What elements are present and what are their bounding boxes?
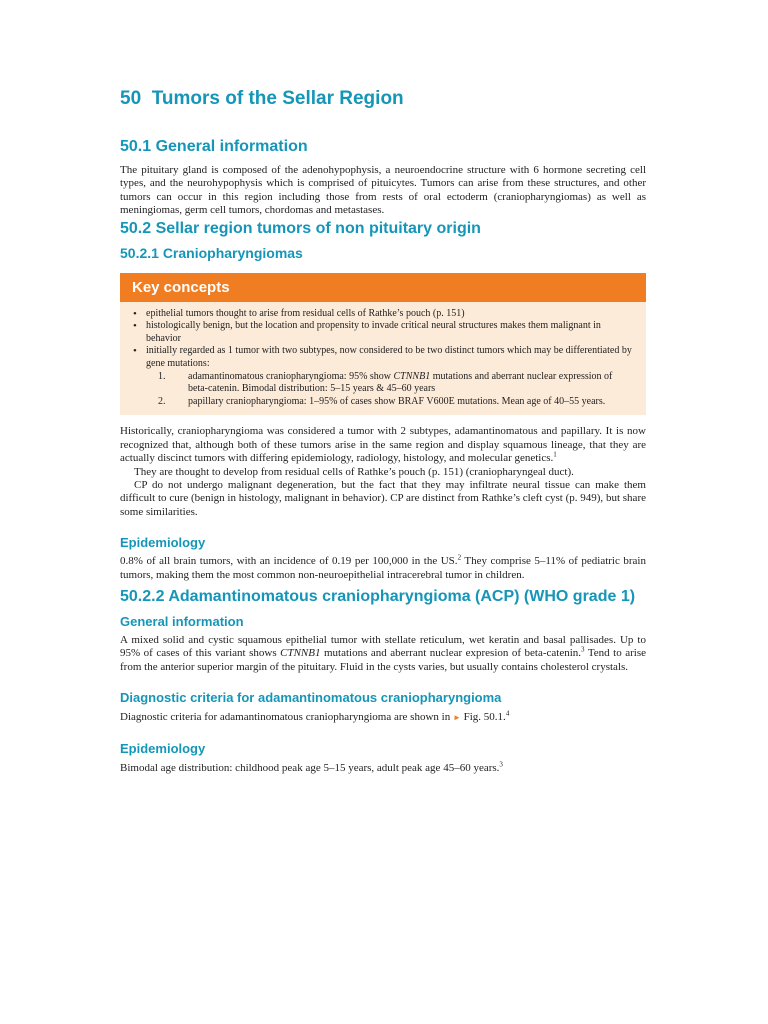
numbered-item-text: papillary craniopharyngioma: 1–95% of cases show BRAF V600E mutations. Mean age of 40–55 years. xyxy=(188,395,606,407)
general-info-text xyxy=(120,634,646,674)
numbered-item-text: mutations and aberrant nuclear expression of beta-catenin. Bimodal distribution: 5–15 years & 45–60 years xyxy=(188,370,613,395)
numbered-item-text: adamantinomatous craniopharyngioma: 95% show xyxy=(188,370,394,382)
diagnostic-criteria-text xyxy=(120,711,646,724)
paragraph-text: They comprise 5–11% of pediatric brain tumors, making them the most common non-neuroepithelial intracerebral tumor in children. xyxy=(120,555,646,581)
general-info-heading: General information xyxy=(120,614,244,630)
key-concepts-body xyxy=(120,302,646,416)
body-paragraph-2: They are thought to develop from residual cells of Rathke’s pouch (p. 151) (craniopharyngeal duct). xyxy=(134,465,574,478)
gene-name: CTNNB1 xyxy=(393,370,431,382)
numbered-item-marker: 2. xyxy=(158,395,166,407)
paragraph-text: A mixed solid and cystic squamous epithelial tumor with stellate reticulum, wet keratin and basal pallisades. Up to 95% of cases of this variant shows xyxy=(120,634,646,660)
paragraph-text: mutations and aberrant nuclear expresion of beta-catenin. xyxy=(320,647,582,660)
reference-marker[interactable]: 3 xyxy=(499,760,503,768)
epidemiology-2-text xyxy=(120,762,646,775)
paragraph-text: Bimodal age distribution: childhood peak age 5–15 years, adult peak age 45–60 years. xyxy=(120,761,500,774)
paragraph-text: Tend to arise from the anterior superior margin of the pituitary. Fluid in the cysts varies, but usually contains cholesterol crystals. xyxy=(120,647,646,673)
reference-marker[interactable]: 2 xyxy=(457,553,462,562)
key-concept-numbered-1 xyxy=(132,371,634,396)
epidemiology-heading: Epidemiology xyxy=(120,535,206,551)
paragraph-text: 0.8% of all brain tumors, with an incidence of 0.19 per 100,000 in the US. xyxy=(120,555,458,568)
chapter-title-text: Tumors of the Sellar Region xyxy=(151,88,404,109)
section-50-2-1-heading: 50.2.1 Craniopharyngiomas xyxy=(120,244,303,261)
section-50-2-2-heading: 50.2.2 Adamantinomatous craniopharyngioma (ACP) (WHO grade 1) xyxy=(120,588,636,606)
key-concept-bullet-2: • histologically benign, but the location and propensity to invade critical neural structures makes them malignant in behavior xyxy=(132,320,634,345)
key-concept-numbered-2 xyxy=(132,396,634,409)
paragraph-text: Diagnostic criteria for adamantinomatous craniopharyngioma are shown in xyxy=(120,711,453,724)
epidemiology-text xyxy=(120,555,646,582)
chapter-number: 50 xyxy=(120,88,142,109)
key-concept-bullet-3: • initially regarded as 1 tumor with two subtypes, now considered to be two distinct tumors which may be differentiated by gene mutations: xyxy=(132,345,634,370)
reference-marker[interactable]: 4 xyxy=(505,709,510,718)
chapter-title xyxy=(120,88,646,110)
epidemiology-2-heading: Epidemiology xyxy=(120,740,206,756)
figure-arrow-icon: ► xyxy=(452,713,461,723)
body-paragraph-1 xyxy=(120,425,646,465)
reference-marker[interactable]: 3 xyxy=(581,645,585,654)
section-50-2-heading: 50.2 Sellar region tumors of non pituitary origin xyxy=(120,219,481,237)
key-concept-bullet-1: • epithelial tumors thought to arise from residual cells of Rathke’s pouch (p. 151) xyxy=(132,308,634,321)
key-concepts-title: Key concepts xyxy=(120,273,646,302)
diagnostic-criteria-heading: Diagnostic criteria for adamantinomatous craniopharyngioma xyxy=(120,690,502,706)
figure-link[interactable]: Fig. 50.1. xyxy=(460,711,506,724)
document-page xyxy=(120,82,646,775)
gene-name: CTNNB1 xyxy=(280,647,321,660)
reference-marker[interactable]: 1 xyxy=(553,450,557,459)
paragraph-text: Historically, craniopharyngioma was considered a tumor with 2 subtypes, adamantinomatous and papillary. It is now recognized that, although both of these tumors arise in the same region and display squamous lineage, that they are actually discinct tumors with differing epidemiology, radiology, histology, and molecular genetics. xyxy=(120,425,646,465)
numbered-item-marker: 1. xyxy=(158,370,166,382)
key-concepts-box xyxy=(120,273,646,416)
section-50-1-heading: 50.1 General information xyxy=(120,138,308,155)
section-50-1-text: The pituitary gland is composed of the adenohypophysis, a neuroendocrine structure with 6 hormone secreting cell types, and the neurohypophysis which is comprised of pituicytes. Tumors can arise from these structures, and other tumors can occur in this region including those from rests of oral ectoderm (craniopharyngiomas) as well as meningiomas, germ cell tumors, chordomas and metastases. xyxy=(120,164,646,217)
body-paragraph-3: CP do not undergo malignant degeneration, but the fact that they may infiltrate neural tissue can make them difficult to cure (benign in histology, malignant in behavior). CP are distinct from Rathke’s cleft cyst (p. 949), but share some similarities. xyxy=(120,479,646,518)
